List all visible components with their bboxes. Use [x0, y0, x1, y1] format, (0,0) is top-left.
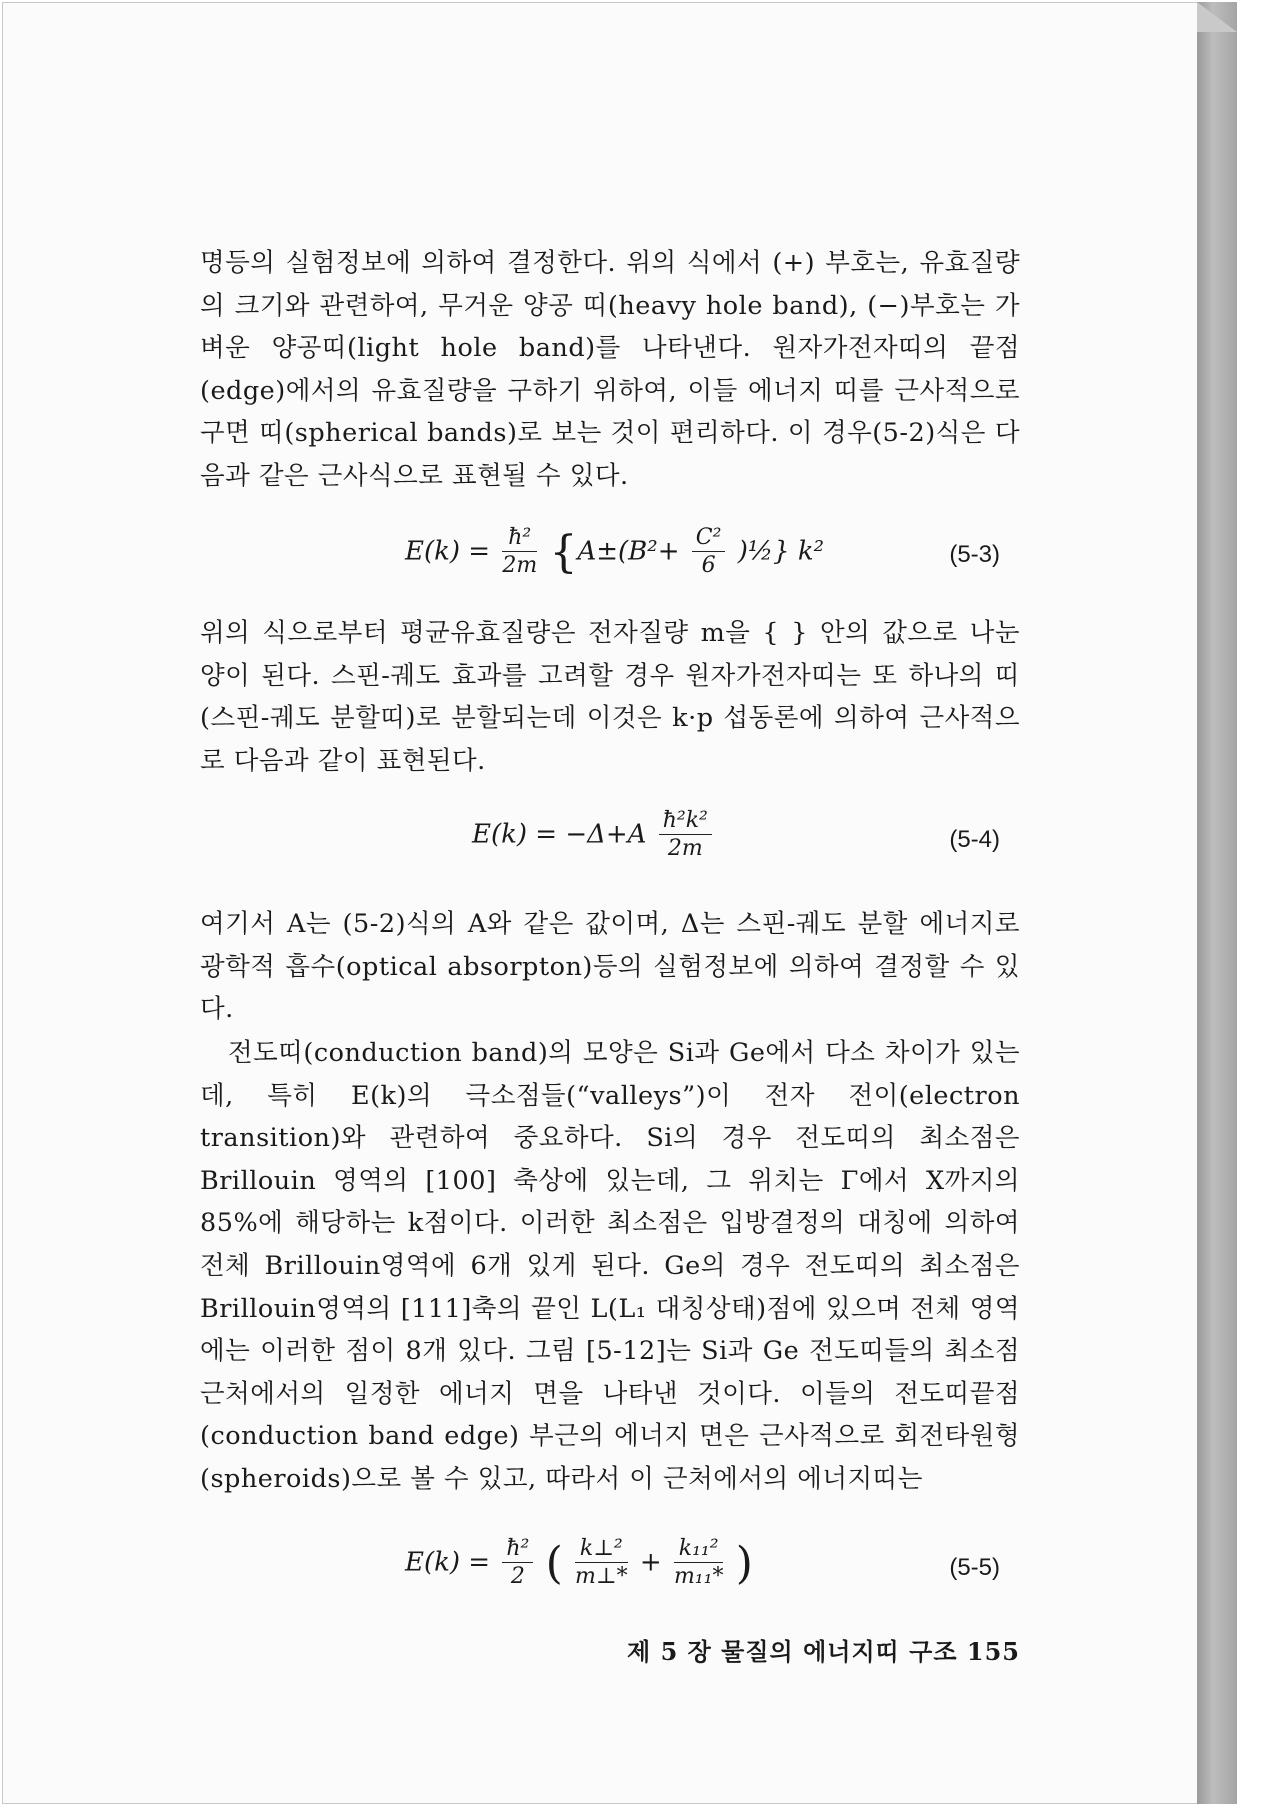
equation-5-4: E(k) = −Δ+A $\frac{\text{ħ²k²}}{2m}$ (5-4)	[472, 808, 1000, 861]
paragraph-4: 전도띠(conduction band)의 모양은 Si과 Ge에서 다소 차이가 있는데, 특히 E(k)의 극소점들(“valleys”)이 전자 전이(electron transition)와 관련하여 중요하다. Si의 경우 전도띠의 최소점은 Brillouin 영역의 [100] 축상에 있는데, 그 위치는 Γ에서 X까지의 85%에 해당하는 k점이다. 이러한 최소점은 입방결정의 대칭에 의하여 전체 Brillouin영역에 6개 있게 된다. Ge의 경우 전도띠의 최소점은 Brillouin영역의 [111]축의 끝인 L(L₁ 대칭상태)점에 있으며 전체 영역에는 이러한 점이 8개 있다. 그림 [5-12]는 Si과 Ge 전도띠들의 최소점 근처에서의 일정한 에너지 면을 나타낸 것이다. 이들의 전도띠끝점(conduction band edge) 부근의 에너지 면은 근사적으로 회전타원형(spheroids)으로 볼 수 있고, 따라서 이 근처에서의 에너지띠는	[200, 1038, 1020, 1494]
paragraph-3: 여기서 A는 (5-2)식의 A와 같은 값이며, Δ는 스핀-궤도 분할 에너지로 광학적 흡수(optical absorpton)등의 실험정보에 의하여 결정할 수 있다.	[200, 909, 1020, 1025]
paragraph-1: 명등의 실험정보에 의하여 결정한다. 위의 식에서 (+) 부호는, 유효질량의 크기와 관련하여, 무거운 양공 띠(heavy hole band), (−)부호는 가벼운 양공띠(light hole band)를 나타낸다. 원자가전자띠의 끝점(edge)에서의 유효질량을 구하기 위하여, 이들 에너지 띠를 근사적으로 구면 띠(spherical bands)로 보는 것이 편리하다. 이 경우(5-2)식은 다음과 같은 근사식으로 표현될 수 있다.	[200, 248, 1020, 491]
equation-5-5: E(k) = $\frac{\text{ħ²}}{2}$ ( $\frac{\text{k⊥²}}{m\perp*}$ + $\frac{\text{k₁₁²}}{\text{m₁₁*}}$ ) (5-5)	[405, 1536, 1000, 1589]
equation-number: (5-4)	[949, 826, 1000, 853]
equation-number: (5-5)	[949, 1554, 1000, 1581]
paragraph-2: 위의 식으로부터 평균유효질량은 전자질량 m을 { } 안의 값으로 나눈 양이 된다. 스핀-궤도 효과를 고려할 경우 원자가전자띠는 또 하나의 띠(스핀-궤도 분할띠)로 분할되는데 이것은 k·p 섭동론에 의하여 근사적으로 다음과 같이 표현된다.	[200, 618, 1020, 776]
page-edge-shadow	[1197, 2, 1237, 1804]
page-footer: 제 5 장 물질의 에너지띠 구조 155	[627, 1637, 1020, 1666]
equation-5-3: E(k) = $\frac{\text{ħ²}}{2m}$ {A±(B²+ $\frac{\text{C²}}{6}$ )½} k² (5-3)	[405, 525, 1000, 578]
equation-number: (5-3)	[949, 541, 1000, 568]
